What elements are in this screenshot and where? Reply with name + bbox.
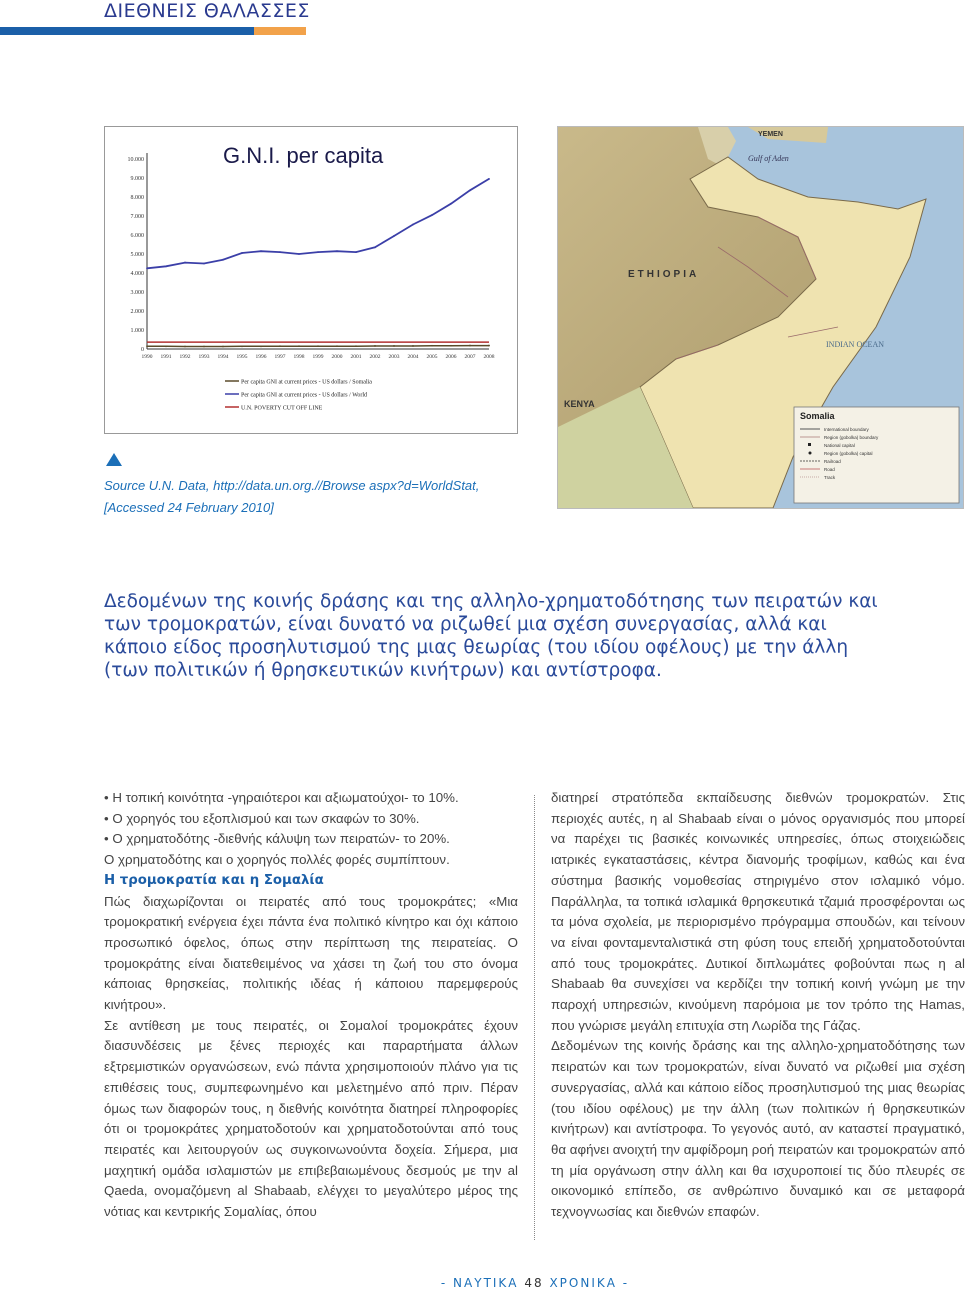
y-tick-label: 0 bbox=[141, 347, 144, 353]
data-point bbox=[203, 346, 205, 348]
gni-chart-svg bbox=[105, 127, 517, 433]
legend-item: National capital bbox=[824, 443, 855, 448]
legend-label: U.N. POVERTY CUT OFF LINE bbox=[241, 405, 323, 412]
legend-item: Region (gobolka) boundary bbox=[824, 435, 879, 440]
right-column bbox=[551, 788, 965, 1223]
data-point bbox=[393, 345, 395, 347]
legend-label: Per capita GNI at current prices - US dollars / World bbox=[241, 392, 368, 399]
map-label-ocean: INDIAN OCEAN bbox=[826, 340, 884, 349]
data-point bbox=[203, 263, 205, 265]
map-legend-title: Somalia bbox=[800, 411, 835, 421]
y-tick-label: 3.000 bbox=[130, 290, 144, 296]
data-point bbox=[355, 251, 357, 253]
x-tick-label: 1996 bbox=[255, 354, 267, 360]
data-point bbox=[298, 345, 300, 347]
map-label-kenya: KENYA bbox=[564, 399, 595, 409]
gni-chart bbox=[104, 126, 518, 434]
data-point bbox=[184, 262, 186, 264]
data-point bbox=[165, 345, 167, 347]
data-point bbox=[260, 345, 262, 347]
section-title: ΔΙΕΘΝΕΙΣ ΘΑΛΑΣΣΕΣ bbox=[104, 0, 310, 22]
y-tick-label: 10.000 bbox=[127, 157, 144, 163]
legend-item: Railroad bbox=[824, 459, 841, 464]
paragraph: διατηρεί στρατόπεδα εκπαίδευσης διεθνών τρομοκρατών. Στις περιοχές αυτές, η al Shabaab είναι ο μόνος οργανισμός που μπορεί να παρέχει τις βασικές κοινωνικές υπηρεσίες, όπως στοιχειώδεις ιατρικές εγκαταστάσεις, κέντρα διανομής τροφίμων, καθώς και ένα σύστημα βασικής νομοθεσίας στηριγμένο στον ισλαμικό νόμο. Παράλληλα, τα τοπικά ισλαμικά θρησκευτικά τζαμιά προσφέρονται ως τα μόνα σχολεία, με περιορισμένο πρόγραμμα σπουδών, και τείνουν να είναι φονταμενταλιστικά στη φύση τους επειδή χρηματοδοτούνται από τους τρομοκράτες. Δυτικοί διπλωμάτες φοβούνται πως η al Shabaab θα συνεχίσει να κερδίζει την τοπική κοινή γνώμη με την παροχή υπηρεσιών, κινούμενη παρόμοια με τον τρόπο της Hamas, που γνώρισε μεγάλη επιτυχία στη Λωρίδα της Γάζας. bbox=[551, 790, 965, 1033]
map-label-gulf: Gulf of Aden bbox=[748, 154, 789, 163]
data-point bbox=[393, 235, 395, 237]
data-point bbox=[450, 345, 452, 347]
data-point bbox=[241, 345, 243, 347]
y-tick-label: 6.000 bbox=[130, 233, 144, 239]
pull-quote: Δεδομένων της κοινής δράσης και της αλληλο-χρηματοδότησης των πειρατών και των τρομοκρατών, είναι δυνατό να ριζωθεί μια σχέση συνεργασίας, αλλά και κάποιο είδος προσηλυτισμού της μιας θεωρίας (του ιδίου οφέλους) με την άλλη (των πολιτικών ή θρησκευτικών κινήτρων) και αντίστροφα. bbox=[104, 591, 878, 681]
x-tick-label: 2002 bbox=[369, 354, 381, 360]
x-tick-label: 1992 bbox=[179, 354, 191, 360]
y-tick-label: 2.000 bbox=[130, 309, 144, 315]
x-tick-label: 1999 bbox=[312, 354, 324, 360]
header-bar-orange bbox=[254, 27, 306, 35]
paragraph: Δεδομένων της κοινής δράσης και της αλληλο-χρηματοδότησης των πειρατών και των τρομοκρατών, είναι δυνατό να ριζωθεί μια σχέση συνεργασίας, αλλά και κάποιο είδος προσηλυτισμού της μιας θεωρίας (του ιδίου οφέλους) με την άλλη (των πολιτικών ή θρησκευτικών κινήτρων) και αντίστροφα. Το γεγονός αυτό, αν καταστεί πραγματικό, θα αφήνει ανοιχτή την αμφίδρομη ροή πειρατών και τρομοκρατών από τη μία οργάνωση στην άλλη και θα ισχυροποιεί τις δύο πλευρές σε οικονομικό επίπεδο, σε ανθρώπινο δυναμικό και σε μεταφορά τεχνογνωσίας και διεθνών επαφών. bbox=[551, 1038, 965, 1220]
bullet-item: • Η τοπική κοινότητα -γηραιότεροι και αξιωματούχοι- το 10%. bbox=[104, 790, 459, 805]
footer-right: ΧΡΟΝΙΚΑ - bbox=[549, 1276, 630, 1290]
source-line-1: Source U.N. Data, http://data.un.org.//Browse aspx?d=WorldStat, bbox=[104, 478, 480, 493]
data-point bbox=[469, 189, 471, 191]
source-line-2: [Accessed 24 February 2010] bbox=[104, 500, 274, 515]
x-tick-label: 1998 bbox=[293, 354, 305, 360]
x-tick-label: 2005 bbox=[426, 354, 438, 360]
data-point bbox=[222, 346, 224, 348]
data-point bbox=[355, 345, 357, 347]
x-tick-label: 1991 bbox=[160, 354, 172, 360]
data-point bbox=[317, 251, 319, 253]
x-tick-label: 2003 bbox=[388, 354, 400, 360]
data-point bbox=[488, 345, 490, 347]
y-tick-label: 7.000 bbox=[130, 214, 144, 220]
page-number: 48 bbox=[524, 1276, 544, 1290]
legend-label: Per capita GNI at current prices - US dollars / Somalia bbox=[241, 379, 372, 386]
data-point bbox=[488, 178, 490, 180]
data-point bbox=[412, 345, 414, 347]
bullet-item: • Ο χρηματοδότης -διεθνής κάλυψη των πειρατών- το 20%. bbox=[104, 831, 450, 847]
subheading: Η τρομοκρατία και η Σομαλία bbox=[104, 872, 324, 888]
footer-left: - ΝΑΥΤΙΚΑ bbox=[440, 1276, 519, 1290]
legend-item: Track bbox=[824, 475, 836, 480]
series-line bbox=[147, 179, 489, 268]
somalia-map bbox=[557, 126, 964, 509]
data-point bbox=[222, 259, 224, 261]
x-tick-label: 2001 bbox=[350, 354, 362, 360]
data-point bbox=[374, 345, 376, 347]
y-tick-label: 9.000 bbox=[130, 176, 144, 182]
x-tick-label: 2007 bbox=[464, 354, 476, 360]
data-point bbox=[317, 345, 319, 347]
data-point bbox=[469, 345, 471, 347]
map-label-ethiopia: ETHIOPIA bbox=[628, 269, 700, 280]
data-point bbox=[279, 251, 281, 253]
data-point bbox=[146, 345, 148, 347]
data-point bbox=[336, 250, 338, 252]
data-point bbox=[260, 250, 262, 252]
map-legend bbox=[794, 407, 959, 503]
legend-item: Region (gobolka) capital bbox=[824, 451, 873, 456]
x-tick-label: 1990 bbox=[141, 354, 153, 360]
x-tick-label: 1997 bbox=[274, 354, 286, 360]
data-point bbox=[298, 253, 300, 255]
data-point bbox=[336, 345, 338, 347]
column-divider bbox=[534, 795, 535, 1240]
chart-title: G.N.I. per capita bbox=[223, 143, 384, 168]
x-tick-label: 2000 bbox=[331, 354, 343, 360]
y-tick-label: 4.000 bbox=[130, 271, 144, 277]
data-point bbox=[241, 252, 243, 254]
left-column bbox=[104, 788, 518, 1223]
x-tick-label: 1995 bbox=[236, 354, 248, 360]
somalia-map-svg bbox=[558, 127, 963, 508]
paragraph: Σε αντίθεση με τους πειρατές, οι Σομαλοί τρομοκράτες έχουν διασυνδέσεις με ξένες περιοχές και παραρτήματα άλλων εξτρεμιστικών οργανώσεων, ενώ πάντα χρησιμοποιούν πλάνο για τις επιθέσεις τους, συμπεφωνημένο και μελετημένο από πριν. Πέραν όμως των διαφορών τους, η διεθνής κοινότητα διατηρεί πληροφορίες ότι οι τρομοκράτες χρηματοδοτούν και χρηματοδοτούνται από τους πειρατές και λειτουργούν ως συγκοινωνούντα δοχεία. Σήμερα, μια μαχητική ομάδα ισλαμιστών με επιβεβαιωμένους δεσμούς με την al Qaeda, ονομαζόμενη al Shabaab, ελέγχει το μεγαλύτερο μέρος της νότιας και κεντρικής Σομαλίας, όπου bbox=[104, 1017, 518, 1220]
data-point bbox=[279, 345, 281, 347]
chart-source bbox=[104, 475, 524, 519]
data-point bbox=[165, 265, 167, 267]
legend-item: Road bbox=[824, 467, 835, 472]
data-point bbox=[184, 346, 186, 348]
y-tick-label: 1.000 bbox=[130, 328, 144, 334]
data-point bbox=[412, 224, 414, 226]
data-point bbox=[374, 246, 376, 248]
x-tick-label: 1993 bbox=[198, 354, 210, 360]
x-tick-label: 1994 bbox=[217, 354, 229, 360]
map-label-yemen: YEMEN bbox=[758, 131, 783, 138]
data-point bbox=[431, 345, 433, 347]
page-footer bbox=[0, 1276, 965, 1290]
paragraph: Πώς διαχωρίζονται οι πειρατές από τους τρομοκράτες; «Μια τρομοκρατική ενέργεια έχει πάντα ένα πολιτικό κίνητρο και όχι κάποιο προσωπικό όφελος, όπως στην περίπτωση της πειρατείας. Ο τρομοκράτης είναι διατεθειμένος να χάσει τη ζωή του στο όνομα κάποιας θρησκείας, πολιτικής ιδέας ή κάποιου παρεμφερούς κινήτρου». bbox=[104, 893, 518, 1013]
legend-item: International boundary bbox=[824, 427, 869, 432]
x-tick-label: 2008 bbox=[483, 354, 495, 360]
header-bar-blue bbox=[0, 27, 254, 35]
data-point bbox=[431, 214, 433, 216]
bullet-note: Ο χρηματοδότης και ο χορηγός πολλές φορές συμπίπτουν. bbox=[104, 852, 450, 868]
y-tick-label: 5.000 bbox=[130, 252, 144, 258]
data-point bbox=[450, 203, 452, 205]
bullet-item: • Ο χορηγός του εξοπλισμού και των σκαφών το 30%. bbox=[104, 810, 420, 826]
y-tick-label: 8.000 bbox=[130, 195, 144, 201]
caption-triangle-icon bbox=[106, 453, 122, 466]
data-point bbox=[146, 267, 148, 269]
x-tick-label: 2006 bbox=[445, 354, 457, 360]
x-tick-label: 2004 bbox=[407, 354, 419, 360]
